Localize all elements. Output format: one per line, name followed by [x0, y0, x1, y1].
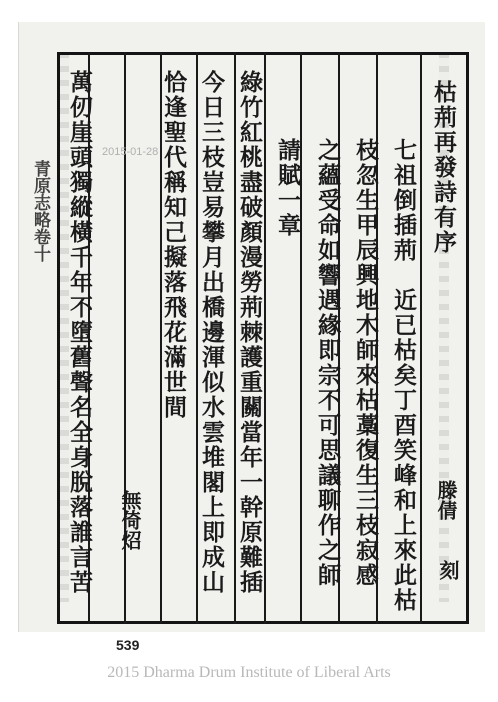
binding-margin-title: 青原志略卷十: [30, 160, 50, 262]
author-name-top: 滕倩: [434, 480, 458, 520]
preface-column-4: 請賦一章: [274, 138, 301, 238]
preface-column-2: 枝忽生甲辰興地木師來枯藁復生三枝寂感: [352, 138, 379, 588]
preface-column-1: 七祖倒插荊 近已枯矣丁酉笑峰和上來此枯: [390, 138, 417, 613]
verse-column-3: 恰逢聖代稱知己擬落飛花滿世間: [160, 70, 187, 420]
poem-title-column: 枯荊再發詩有序: [430, 80, 457, 255]
author-name-top-tail: 刻: [436, 560, 460, 580]
verse-column-2: 今日三枝豈易攀月出橋邊渾似水雲堆閣上即成山: [198, 70, 225, 595]
preface-column-3: 之蘊受命如響遇緣即宗不可思議聊作之師: [314, 138, 341, 588]
column-rule: [420, 52, 422, 624]
date-stamp: 2015-01-28: [102, 146, 159, 158]
copyright-watermark: 2015 Dharma Drum Institute of Liberal Arts: [107, 664, 391, 681]
author-name-low: 無倚炤: [118, 490, 142, 550]
verse-column-4: 萬仞崖頭獨縱橫千年不墮舊聲名全身脫落誰言苦: [66, 70, 93, 595]
verse-column-1: 綠竹紅桃盡破顏漫勞荊棘護重關當年一幹原難插: [236, 70, 263, 595]
column-rule: [264, 52, 266, 624]
page-number: 539: [116, 637, 140, 653]
